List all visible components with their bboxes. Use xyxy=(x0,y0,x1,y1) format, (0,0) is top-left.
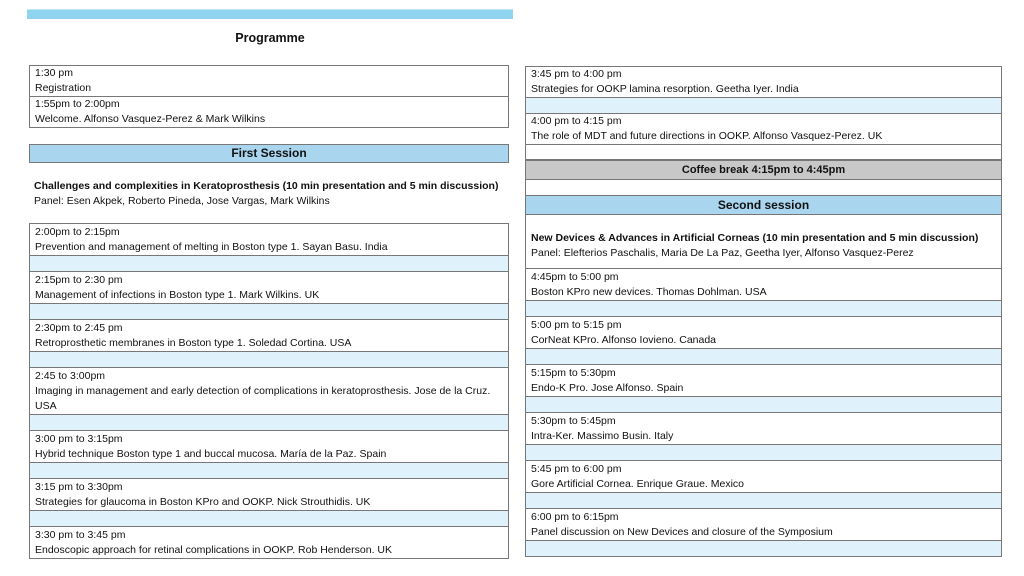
second-session-topic xyxy=(526,215,1001,268)
slot-time: 2:30pm to 2:45 pm xyxy=(35,322,123,334)
slot-description: Strategies for OOKP lamina resorption. Geetha Iyer. India xyxy=(531,83,799,95)
first-session-topic xyxy=(29,179,509,209)
row-stripe xyxy=(526,444,1001,460)
row-stripe xyxy=(30,414,508,430)
table-row xyxy=(526,268,1001,300)
slot-time: 5:30pm to 5:45pm xyxy=(531,415,616,427)
slot-description: Gore Artificial Cornea. Enrique Graue. Mexico xyxy=(531,478,745,490)
opening-table xyxy=(29,65,509,128)
top-accent-bar xyxy=(27,9,513,19)
page-title: Programme xyxy=(235,31,305,45)
slot-time: 1:30 pm xyxy=(35,67,73,79)
coffee-break-bar: Coffee break 4:15pm to 4:45pm xyxy=(525,160,1002,180)
row-stripe xyxy=(30,303,508,319)
slot-description: Registration xyxy=(35,82,92,94)
slot-description: Panel discussion on New Devices and closure of the Symposium xyxy=(531,526,833,538)
table-row xyxy=(526,364,1001,396)
row-stripe xyxy=(526,396,1001,412)
slot-time: 5:45 pm to 6:00 pm xyxy=(531,463,622,475)
row-stripe xyxy=(30,510,508,526)
row-stripe xyxy=(30,255,508,271)
slot-description: Strategies for glaucoma in Boston KPro and OOKP. Nick Strouthidis. UK xyxy=(35,496,371,508)
slot-time: 4:45pm to 5:00 pm xyxy=(531,271,619,283)
table-row xyxy=(30,478,508,510)
slot-time: 5:00 pm to 5:15 pm xyxy=(531,319,622,331)
slot-description: Intra-Ker. Massimo Busin. Italy xyxy=(531,430,674,442)
table-row xyxy=(526,508,1001,540)
slot-description: CorNeat KPro. Alfonso Iovieno. Canada xyxy=(531,334,717,346)
table-row xyxy=(30,430,508,462)
table-row xyxy=(526,113,1001,144)
first-session-continued-table xyxy=(525,66,1002,145)
row-stripe xyxy=(526,492,1001,508)
row-stripe xyxy=(526,540,1001,556)
table-row xyxy=(30,66,508,96)
spacer-row xyxy=(525,145,1002,160)
row-stripe xyxy=(30,462,508,478)
row-stripe xyxy=(526,348,1001,364)
table-row xyxy=(30,526,508,558)
table-row xyxy=(526,460,1001,492)
session-panel: Panel: Elefterios Paschalis, Maria De La Paz, Geetha Iyer, Alfonso Vasquez-Perez xyxy=(531,247,914,259)
slot-time: 6:00 pm to 6:15pm xyxy=(531,511,619,523)
slot-time: 2:00pm to 2:15pm xyxy=(35,226,120,238)
slot-time: 2:15pm to 2:30 pm xyxy=(35,274,123,286)
slot-time: 3:15 pm to 3:30pm xyxy=(35,481,123,493)
slot-time: 3:30 pm to 3:45 pm xyxy=(35,529,126,541)
slot-time: 5:15pm to 5:30pm xyxy=(531,367,616,379)
session-topic: New Devices & Advances in Artificial Corneas (10 min presentation and 5 min discussion) xyxy=(531,232,979,244)
first-session-header: First Session xyxy=(29,144,509,163)
slot-time: 3:45 pm to 4:00 pm xyxy=(531,68,622,80)
table-row xyxy=(30,96,508,127)
session-panel: Panel: Esen Akpek, Roberto Pineda, Jose Vargas, Mark Wilkins xyxy=(34,195,330,207)
row-stripe xyxy=(526,97,1001,113)
slot-time: 3:00 pm to 3:15pm xyxy=(35,433,123,445)
table-row xyxy=(30,271,508,303)
slot-description: Boston KPro new devices. Thomas Dohlman. USA xyxy=(531,286,767,298)
slot-description: Imaging in management and early detection of complications in keratoprosthesis. Jose de la Cruz. USA xyxy=(35,385,491,412)
left-column xyxy=(29,65,509,559)
spacer-row xyxy=(525,180,1002,196)
slot-time: 2:45 to 3:00pm xyxy=(35,370,106,382)
table-row xyxy=(30,367,508,414)
row-stripe xyxy=(30,351,508,367)
slot-description: Endoscopic approach for retinal complications in OOKP. Rob Henderson. UK xyxy=(35,544,392,556)
slot-time: 1:55pm to 2:00pm xyxy=(35,98,120,110)
session-topic: Challenges and complexities in Keratoprosthesis (10 min presentation and 5 min discussion) xyxy=(34,180,499,192)
slot-description: Hybrid technique Boston type 1 and buccal mucosa. María de la Paz. Spain xyxy=(35,448,387,460)
second-session-header: Second session xyxy=(525,196,1002,215)
slot-description: The role of MDT and future directions in OOKP. Alfonso Vasquez-Perez. UK xyxy=(531,130,883,142)
slot-description: Prevention and management of melting in Boston type 1. Sayan Basu. India xyxy=(35,241,388,253)
slot-description: Endo-K Pro. Jose Alfonso. Spain xyxy=(531,382,684,394)
slot-description: Management of infections in Boston type 1. Mark Wilkins. UK xyxy=(35,289,320,301)
second-session-table xyxy=(525,215,1002,557)
table-row xyxy=(30,224,508,255)
table-row xyxy=(30,319,508,351)
table-row xyxy=(526,67,1001,97)
right-column xyxy=(525,66,1002,557)
slot-description: Retroprosthetic membranes in Boston type 1. Soledad Cortina. USA xyxy=(35,337,352,349)
table-row xyxy=(526,412,1001,444)
slot-time: 4:00 pm to 4:15 pm xyxy=(531,115,622,127)
slot-description: Welcome. Alfonso Vasquez-Perez & Mark Wilkins xyxy=(35,113,266,125)
row-stripe xyxy=(526,300,1001,316)
table-row xyxy=(526,316,1001,348)
first-session-table xyxy=(29,223,509,559)
